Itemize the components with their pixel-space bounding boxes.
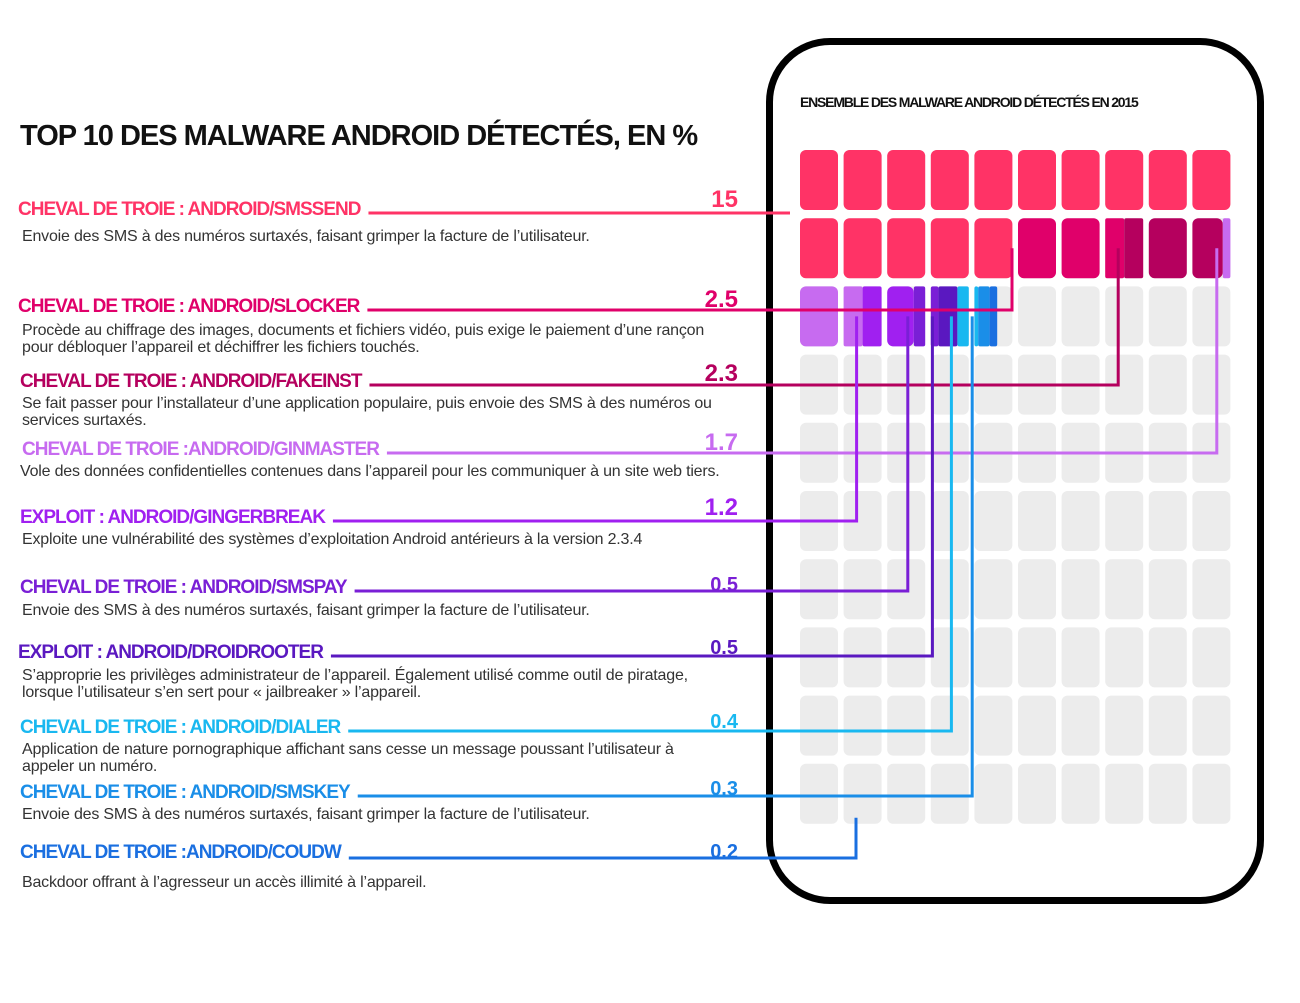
grid-cell-empty (1018, 286, 1056, 346)
grid-cell-empty (974, 559, 1012, 619)
waffle-mark-1 (1062, 150, 1100, 210)
value-label-7: 0.5 (710, 637, 738, 659)
malware-name-8: CHEVAL DE TROIE : ANDROID/DIALER (20, 717, 341, 738)
grid-cell-empty (974, 696, 1012, 756)
waffle-mark-4 (1223, 218, 1231, 278)
grid-cell-empty (974, 627, 1012, 687)
waffle-mark-1 (844, 150, 882, 210)
grid-cell-empty (974, 764, 1012, 824)
value-label-8: 0.4 (710, 711, 738, 733)
malware-description-7: S’approprie les privilèges administrateur de l’appareil. Également utilisé comme outil de piratage, lorsque l’utilisateur s’en sert pour « jailbreaker » l’appareil. (22, 667, 688, 701)
waffle-mark-9 (978, 286, 989, 346)
grid-cell-empty (1062, 627, 1100, 687)
grid-cell-empty (800, 764, 838, 824)
waffle-mark-1 (931, 218, 969, 278)
malware-name-3: CHEVAL DE TROIE : ANDROID/FAKEINST (20, 371, 362, 392)
value-label-1: 15 (711, 186, 738, 213)
grid-cell-empty (800, 696, 838, 756)
grid-cell-empty (1018, 559, 1056, 619)
grid-cell-empty (931, 627, 969, 687)
grid-cell-empty (931, 559, 969, 619)
grid-cell-empty (1062, 764, 1100, 824)
waffle-mark-4 (844, 286, 863, 346)
waffle-mark-5 (887, 286, 914, 346)
grid-cell-empty (1192, 764, 1230, 824)
waffle-mark-2 (1062, 218, 1100, 278)
grid-cell-empty (1149, 764, 1187, 824)
waffle-mark-3 (1124, 218, 1143, 278)
waffle-mark-10 (990, 286, 998, 346)
malware-description-5: Exploite une vulnérabilité des systèmes d’exploitation Android antérieurs à la version 2.3.4 (22, 531, 643, 548)
connector-line-5 (333, 316, 857, 521)
waffle-mark-5 (863, 286, 882, 346)
grid-cell-empty (1105, 491, 1143, 551)
grid-cell-empty (1062, 491, 1100, 551)
grid-cell-empty (1018, 696, 1056, 756)
value-label-3: 2.3 (704, 360, 738, 387)
grid-cell-empty (1062, 696, 1100, 756)
waffle-mark-2 (1018, 218, 1056, 278)
value-label-10: 0.2 (710, 841, 738, 863)
grid-cell-empty (1105, 764, 1143, 824)
waffle-mark-6 (914, 286, 925, 346)
value-label-4: 1.7 (704, 429, 738, 456)
waffle-mark-1 (844, 218, 882, 278)
panel-title: ENSEMBLE DES MALWARE ANDROID DÉTECTÉS EN 2015 (800, 94, 1138, 110)
grid-cell-empty (1149, 559, 1187, 619)
malware-description-4: Vole des données confidentielles contenues dans l’appareil pour les communiquer à un site web tiers. (20, 463, 720, 480)
waffle-mark-1 (887, 218, 925, 278)
grid-cell-empty (1192, 559, 1230, 619)
malware-name-10: CHEVAL DE TROIE :ANDROID/COUDW (20, 842, 341, 863)
grid-cell-empty (1105, 696, 1143, 756)
grid-cell-empty (844, 764, 882, 824)
grid-cell-empty (1149, 491, 1187, 551)
waffle-mark-1 (800, 150, 838, 210)
grid-cell-empty (887, 491, 925, 551)
grid-cell-empty (1062, 286, 1100, 346)
grid-cell-empty (1105, 627, 1143, 687)
malware-name-5: EXPLOIT : ANDROID/GINGERBREAK (20, 507, 325, 528)
grid-cell-empty (1192, 286, 1230, 346)
malware-name-2: CHEVAL DE TROIE : ANDROID/SLOCKER (18, 296, 360, 317)
waffle-mark-1 (887, 150, 925, 210)
malware-description-8: Application de nature pornographique affichant sans cesse un message poussant l’utilisateur à appeler un numéro. (22, 741, 674, 775)
waffle-mark-4 (800, 286, 838, 346)
page-title: TOP 10 DES MALWARE ANDROID DÉTECTÉS, EN % (20, 120, 698, 152)
grid-cell-empty (1149, 627, 1187, 687)
malware-name-4: CHEVAL DE TROIE :ANDROID/GINMASTER (22, 439, 379, 460)
malware-name-7: EXPLOIT : ANDROID/DROIDROOTER (18, 642, 323, 663)
malware-description-9: Envoie des SMS à des numéros surtaxés, faisant grimper la facture de l’utilisateur. (22, 806, 590, 823)
connector-line-7 (331, 316, 932, 656)
waffle-mark-1 (974, 218, 1012, 278)
waffle-mark-1 (931, 150, 969, 210)
grid-cell-empty (931, 491, 969, 551)
grid-cell-empty (974, 491, 1012, 551)
grid-cell-empty (1149, 696, 1187, 756)
waffle-mark-1 (1192, 150, 1230, 210)
grid-cell-empty (931, 696, 969, 756)
grid-cell-empty (1018, 627, 1056, 687)
grid-cell-empty (931, 764, 969, 824)
value-label-5: 1.2 (704, 494, 738, 521)
malware-name-9: CHEVAL DE TROIE : ANDROID/SMSKEY (20, 782, 350, 803)
grid-cell-empty (1192, 355, 1230, 415)
waffle-mark-8 (957, 286, 968, 346)
grid-cell-empty (1018, 491, 1056, 551)
value-label-2: 2.5 (704, 286, 738, 313)
grid-cell-empty (1105, 559, 1143, 619)
waffle-mark-8 (974, 286, 978, 346)
waffle-mark-1 (1018, 150, 1056, 210)
grid-cell-empty (800, 559, 838, 619)
grid-cell-empty (1192, 696, 1230, 756)
grid-cell-empty (887, 559, 925, 619)
grid-cell-empty (1018, 764, 1056, 824)
waffle-mark-2 (1105, 218, 1124, 278)
grid-cell-empty (844, 559, 882, 619)
grid-cell-empty (1149, 286, 1187, 346)
connector-line-4 (387, 248, 1217, 453)
waffle-mark-1 (1105, 150, 1143, 210)
grid-cell-empty (887, 764, 925, 824)
waffle-mark-1 (974, 150, 1012, 210)
value-label-6: 0.5 (710, 574, 738, 596)
waffle-mark-3 (1149, 218, 1187, 278)
grid-cell-empty (1192, 627, 1230, 687)
grid-cell-empty (1105, 286, 1143, 346)
malware-name-1: CHEVAL DE TROIE : ANDROID/SMSSEND (18, 199, 361, 220)
grid-cell-empty (1149, 355, 1187, 415)
malware-description-10: Backdoor offrant à l’agresseur un accès illimité à l’appareil. (22, 874, 427, 891)
malware-name-6: CHEVAL DE TROIE : ANDROID/SMSPAY (20, 577, 347, 598)
waffle-mark-1 (800, 218, 838, 278)
waffle-mark-7 (938, 286, 957, 346)
connector-line-10 (349, 818, 856, 858)
grid-cell-empty (1192, 491, 1230, 551)
value-label-9: 0.3 (710, 778, 738, 800)
grid-cell-empty (1062, 559, 1100, 619)
malware-description-3: Se fait passer pour l’installateur d’une application populaire, puis envoie des SMS à des numéros ou services surtaxés. (22, 395, 712, 429)
grid-cell-empty (844, 696, 882, 756)
grid-cell-empty (887, 696, 925, 756)
malware-description-6: Envoie des SMS à des numéros surtaxés, faisant grimper la facture de l’utilisateur. (22, 602, 590, 619)
malware-description-2: Procède au chiffrage des images, documents et fichiers vidéo, puis exige le paiement d’une rançon pour débloquer l’appareil et déchiffrer les fichiers touchés. (22, 322, 705, 356)
waffle-mark-1 (1149, 150, 1187, 210)
malware-description-1: Envoie des SMS à des numéros surtaxés, faisant grimper la facture de l’utilisateur. (22, 228, 590, 245)
